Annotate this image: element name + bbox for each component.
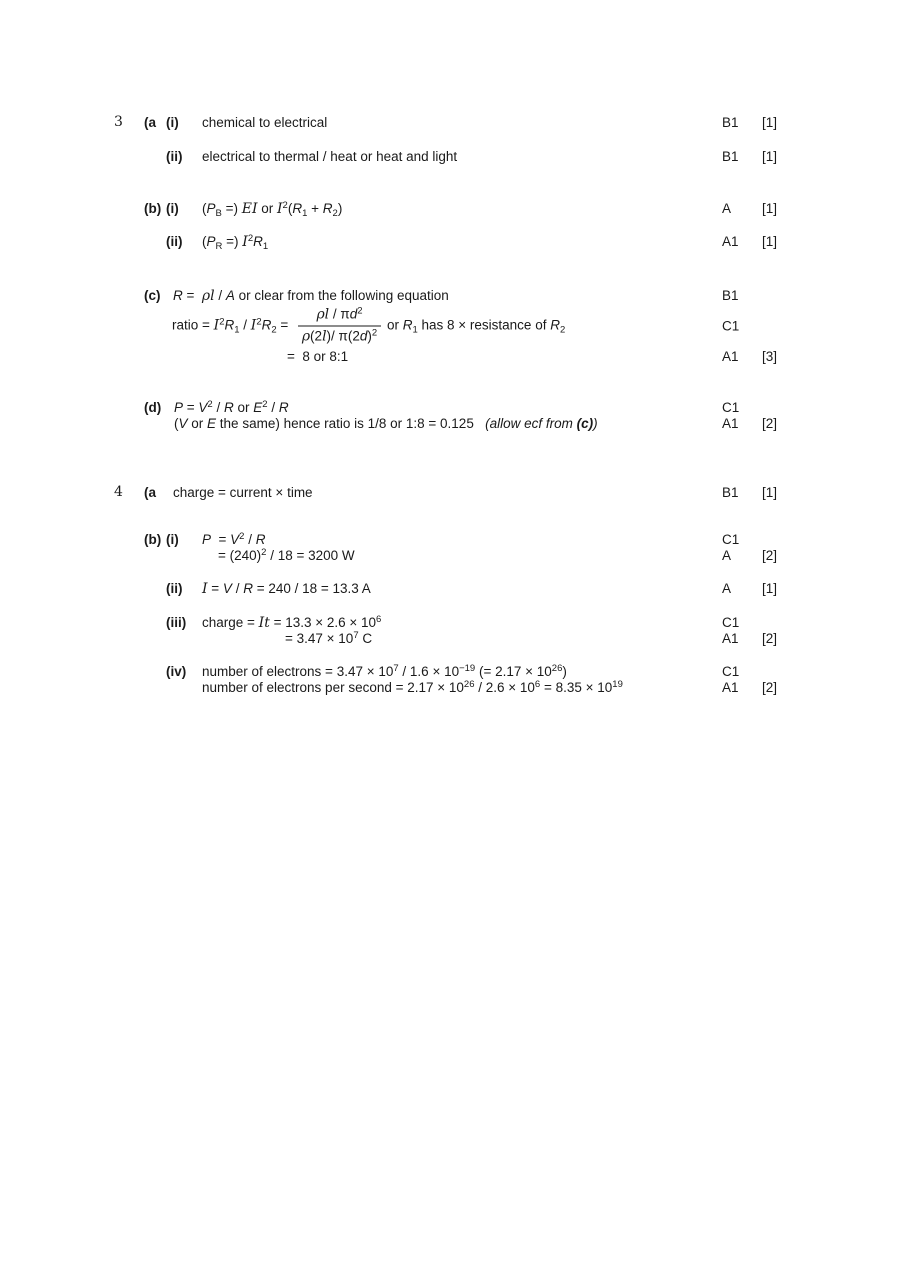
text-segment: 2 <box>559 324 566 336</box>
mark-scheme-line <box>0 148 900 165</box>
subpart-label: (iii) <box>166 615 187 630</box>
text-segment: 2 <box>271 324 277 336</box>
text-segment: I <box>242 234 248 250</box>
text-segment: B <box>215 208 222 219</box>
text-segment: ) <box>562 664 567 679</box>
text-segment: 2 <box>256 316 262 328</box>
text-segment: d <box>359 328 368 344</box>
text-segment: ρl <box>316 306 330 323</box>
mark-code: C1 <box>722 532 740 547</box>
text-segment: 1 <box>412 324 418 336</box>
text-segment: chemical to electrical <box>202 115 328 130</box>
mark-code: B1 <box>722 115 739 130</box>
text-segment: A <box>225 288 235 303</box>
part-label: (d) <box>144 400 162 415</box>
text-segment: 26 <box>463 679 475 690</box>
text-segment: ρ <box>301 328 311 345</box>
text-segment: 2 <box>239 531 245 542</box>
answer-text <box>202 114 327 131</box>
text-segment: 1 <box>262 241 269 252</box>
text-segment: d <box>349 306 358 322</box>
text-segment: / <box>267 400 279 415</box>
mark-total: [1] <box>762 115 778 130</box>
text-segment: the same) hence ratio is 1/8 or 1:8 = 0.125 <box>216 416 486 431</box>
text-segment: 2 <box>282 200 288 211</box>
text-segment: (= 2.17 × 10 <box>475 664 552 679</box>
text-segment: R <box>255 532 266 547</box>
text-segment: 26 <box>551 663 563 674</box>
mark-scheme-line <box>0 663 900 680</box>
text-segment: / <box>239 317 251 333</box>
part-label: (b) <box>144 201 162 216</box>
answer-text <box>202 148 457 165</box>
mark-code: A1 <box>722 680 739 695</box>
fraction <box>298 306 381 347</box>
text-segment: = 8 or 8:1 <box>287 349 349 364</box>
text-segment: R <box>243 581 253 596</box>
part-label: (b) <box>144 532 162 547</box>
text-segment: I <box>202 581 208 597</box>
text-segment: l <box>322 328 327 345</box>
mark-code: A <box>722 548 732 563</box>
mark-scheme-line <box>0 630 900 647</box>
text-segment: / 18 = 3200 W <box>266 548 355 563</box>
text-segment: It <box>258 615 270 631</box>
text-segment: or <box>233 400 254 415</box>
text-segment: (c) <box>576 416 594 431</box>
mark-total: [1] <box>762 149 778 164</box>
text-segment: charge = <box>202 615 259 630</box>
text-segment: 7 <box>353 630 359 641</box>
text-segment: R <box>173 288 183 303</box>
mark-scheme-line <box>0 679 900 696</box>
text-segment: = <box>182 288 202 303</box>
answer-text <box>218 547 355 566</box>
text-segment: E <box>253 400 263 415</box>
mark-scheme-line <box>0 302 900 350</box>
fraction-denominator <box>298 327 381 347</box>
text-segment: / <box>244 532 256 547</box>
question-number: 4 <box>114 484 123 500</box>
text-segment: P <box>206 234 216 249</box>
text-segment: I <box>277 201 283 217</box>
subpart-label: (i) <box>166 532 179 547</box>
subpart-label: (ii) <box>166 581 183 596</box>
text-segment: P <box>206 201 216 216</box>
text-segment: + <box>307 201 323 216</box>
mark-code: C1 <box>722 318 740 334</box>
text-segment: / <box>212 400 224 415</box>
text-segment: R <box>253 234 263 249</box>
text-segment: 2 <box>371 327 378 339</box>
answer-text <box>173 484 313 501</box>
mark-scheme-line <box>0 114 900 131</box>
text-segment: = (240) <box>218 548 262 563</box>
text-segment: has 8 × resistance of <box>417 317 551 333</box>
mark-scheme-line <box>0 614 900 631</box>
text-segment: R <box>224 317 235 333</box>
answer-text <box>174 415 598 432</box>
text-segment: or <box>257 201 278 216</box>
text-segment: electrical to thermal / heat or heat and light <box>202 149 458 164</box>
text-segment: 2 <box>262 399 268 410</box>
text-segment: 2 <box>247 233 254 244</box>
mark-scheme-line <box>0 200 900 217</box>
text-segment: R <box>261 317 272 333</box>
text-segment: E <box>207 416 217 431</box>
text-segment: / <box>231 581 244 596</box>
text-segment: I <box>213 317 220 334</box>
fraction-numerator <box>298 306 381 327</box>
text-segment: R <box>292 201 303 216</box>
mark-code: B1 <box>722 149 739 164</box>
text-segment: ) <box>367 328 372 344</box>
text-segment: 2 <box>261 547 267 558</box>
text-segment: R <box>223 400 234 415</box>
text-segment: −19 <box>459 663 476 674</box>
mark-code: B1 <box>722 485 739 500</box>
text-segment: 6 <box>534 679 541 690</box>
text-segment: R <box>278 400 289 415</box>
mark-total: [2] <box>762 416 778 431</box>
mark-code: B1 <box>722 288 739 303</box>
text-segment: or <box>187 416 208 431</box>
mark-code: C1 <box>722 615 740 630</box>
part-label: (c) <box>144 288 161 303</box>
mark-total: [2] <box>762 548 778 563</box>
text-segment: I <box>250 317 257 334</box>
text-segment: ratio = <box>172 317 214 333</box>
text-segment: V <box>198 400 208 415</box>
mark-total: [2] <box>762 680 778 695</box>
text-segment: or <box>383 317 403 333</box>
text-segment: number of electrons per second = 2.17 × 10 <box>202 680 464 695</box>
text-segment: ) <box>593 416 598 431</box>
mark-code: C1 <box>722 664 740 679</box>
answer-text <box>287 348 348 365</box>
text-segment: )/ π(2 <box>326 328 360 344</box>
text-segment: =) <box>221 201 242 216</box>
subpart-label: (iv) <box>166 664 187 679</box>
text-segment: / <box>214 288 226 303</box>
mark-total: [2] <box>762 631 778 646</box>
subpart-label: (ii) <box>166 234 183 249</box>
question-number: 3 <box>114 114 123 130</box>
text-segment: ( <box>202 234 207 249</box>
subpart-label: (i) <box>166 201 179 216</box>
answer-text <box>202 679 623 698</box>
text-segment: / 2.6 × 10 <box>474 680 535 695</box>
mark-scheme-line <box>0 547 900 564</box>
text-segment: = <box>207 581 223 596</box>
text-segment: number of electrons = 3.47 × 10 <box>202 664 394 679</box>
mark-total: [1] <box>762 485 778 500</box>
text-segment: (allow ecf from <box>485 416 577 431</box>
text-segment: 2 <box>357 305 363 317</box>
mark-scheme-line <box>0 484 900 501</box>
mark-code: A1 <box>722 416 739 431</box>
text-segment: = <box>211 532 231 547</box>
mark-code: A1 <box>722 349 739 364</box>
mark-scheme-line <box>0 399 900 416</box>
answer-text <box>285 630 372 649</box>
text-segment: = 8.35 × 10 <box>540 680 613 695</box>
mark-scheme-line <box>0 580 900 597</box>
subpart-label: (ii) <box>166 149 183 164</box>
mark-total: [3] <box>762 349 778 364</box>
mark-total: [1] <box>762 581 778 596</box>
mark-code: A <box>722 201 732 216</box>
part-label: (a <box>144 115 157 130</box>
text-segment: 2 <box>332 208 338 219</box>
mark-code: C1 <box>722 400 740 415</box>
text-segment: =) <box>222 234 243 249</box>
text-segment: R <box>550 317 560 333</box>
text-segment: P <box>202 532 212 547</box>
mark-scheme-line <box>0 348 900 365</box>
text-segment: or clear from the following equation <box>234 288 449 303</box>
text-segment: = 13.3 × 2.6 × 10 <box>269 615 377 630</box>
text-segment: charge = current × time <box>173 485 313 500</box>
text-segment: 6 <box>376 614 382 625</box>
text-segment: = <box>276 317 296 333</box>
text-segment: ) <box>337 201 343 216</box>
text-segment: = 240 / 18 = 13.3 A <box>252 581 371 596</box>
text-segment: R <box>215 241 223 252</box>
answer-text <box>172 306 565 347</box>
mark-code: A1 <box>722 234 739 249</box>
text-segment: / 1.6 × 10 <box>398 664 460 679</box>
text-segment: ( <box>174 416 179 431</box>
text-segment: 2 <box>219 316 225 328</box>
text-segment: 19 <box>612 679 623 690</box>
answer-text <box>202 200 342 219</box>
mark-scheme-line <box>0 415 900 432</box>
text-segment: (2 <box>310 328 323 344</box>
mark-scheme-line <box>0 233 900 250</box>
text-segment: ρl <box>201 288 215 304</box>
answer-text <box>202 233 268 252</box>
text-segment: ( <box>287 201 293 216</box>
text-segment: C <box>358 631 373 646</box>
mark-scheme-line <box>0 531 900 548</box>
text-segment: R <box>322 201 333 216</box>
text-segment: EI <box>241 201 258 217</box>
part-label: (a <box>144 485 157 500</box>
text-segment: 7 <box>393 663 399 674</box>
text-segment: = 3.47 × 10 <box>285 631 354 646</box>
mark-total: [1] <box>762 201 778 216</box>
mark-code: A <box>722 581 732 596</box>
text-segment: ( <box>202 201 207 216</box>
mark-code: A1 <box>722 631 739 646</box>
text-segment: 1 <box>302 208 308 219</box>
answer-text <box>202 580 371 598</box>
text-segment: 2 <box>207 399 213 410</box>
text-segment: P <box>174 400 184 415</box>
text-segment: V <box>222 581 232 596</box>
mark-total: [1] <box>762 234 778 249</box>
text-segment: = <box>183 400 199 415</box>
text-segment: / π <box>329 306 350 322</box>
text-segment: R <box>402 317 413 333</box>
text-segment: V <box>178 416 188 431</box>
text-segment: 1 <box>234 324 240 336</box>
subpart-label: (i) <box>166 115 179 130</box>
text-segment: V <box>230 532 240 547</box>
